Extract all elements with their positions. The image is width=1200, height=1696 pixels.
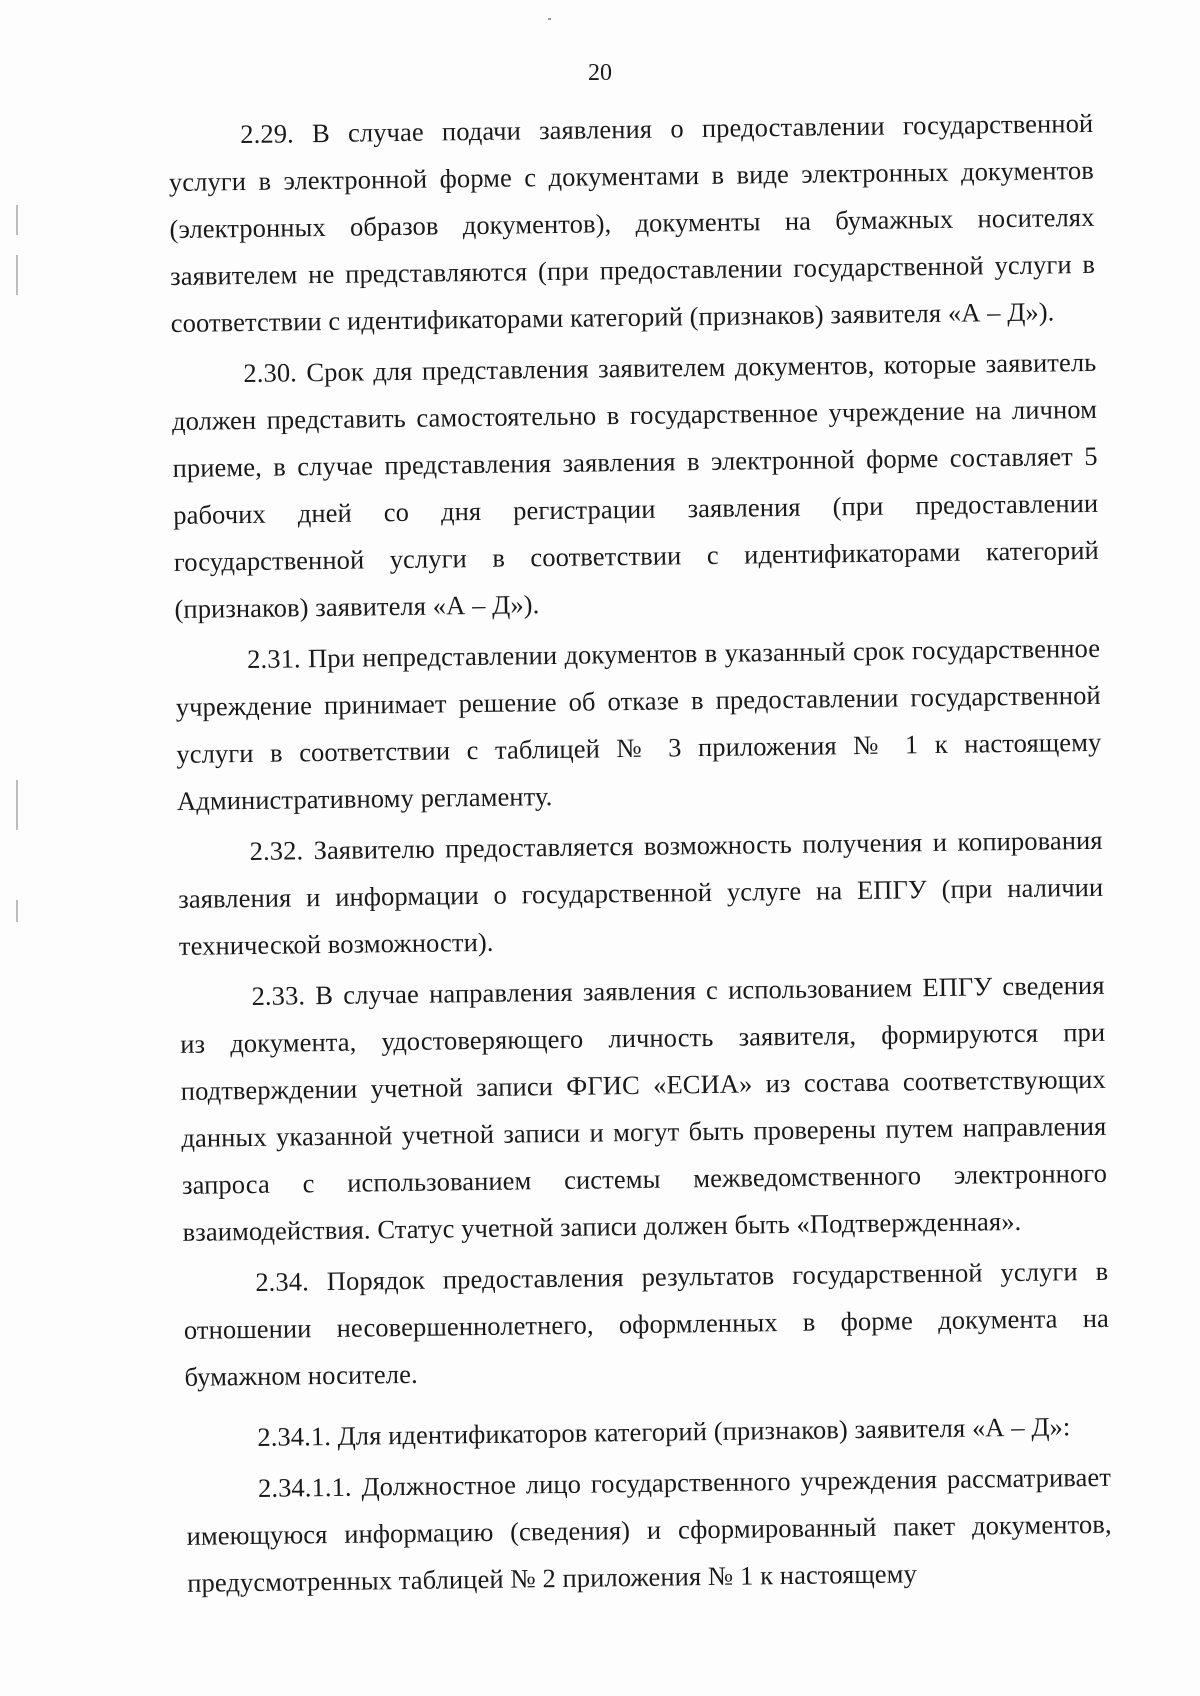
scan-edge-mark xyxy=(16,205,18,235)
document-body xyxy=(168,100,1113,1611)
paragraph-2-33: 2.33. В случае направления заявления с использованием ЕПГУ сведения из документа, удостоверяющего личность заявителя, формируются при подтверждении учетной записи ФГИС «ЕСИА» из состава соответствующих данных указанной учетной записи и могут быть проверены путем направления запроса с использованием системы межведомственного электронного взаимодействия. Статус учетной записи должен быть «Подтвержденная». xyxy=(180,969,1108,1247)
paragraph-2-34-1-1: 2.34.1.1. Должностное лицо государственного учреждения рассматривает имеющуюся информацию (сведения) и сформированный пакет документов, предусмотренных таблицей № 2 приложения № 1 к настоящему xyxy=(186,1461,1112,1598)
paragraph-2-30: 2.30. Срок для представления заявителем документов, которые заявитель должен представить самостоятельно в государственное учреждение на личном приеме, в случае представления заявления в электронной форме составляет 5 рабочих дней со дня регистрации заявления (при предоставлении государственной услуги в соответствии с идентификаторами категорий (признаков) заявителя «А – Д»). xyxy=(171,346,1100,624)
scan-speck xyxy=(548,18,551,20)
paragraph-2-31: 2.31. При непредставлении документов в указанный срок государственное учреждение принимает решение об отказе в предоставлении государственной услуги в соответствии с таблицей № 3 приложения № 1 к настоящему Административному регламенту. xyxy=(175,632,1102,816)
page-number: 20 xyxy=(588,60,612,86)
scan-edge-mark xyxy=(16,900,18,922)
paragraph-2-34-1: 2.34.1. Для идентификаторов категорий (признаков) заявителя «А – Д»: xyxy=(257,1411,1071,1452)
scan-edge-mark xyxy=(16,780,18,830)
paragraph-2-34: 2.34. Порядок предоставления результатов государственной услуги в отношении несовершеннолетнего, оформленных в форме документа на бумажном носителе. xyxy=(183,1255,1110,1392)
paragraph-2-32: 2.32. Заявителю предоставляется возможность получения и копирования заявления и информации о государственной услуге на ЕПГУ (при наличии технической возможности). xyxy=(178,824,1104,961)
paragraph-2-29: 2.29. В случае подачи заявления о предоставлении государственной услуги в электронной форме с документами в виде электронных документов (электронных образов документов), документы на бумажных носителях заявителем не представляются (при предоставлении государственной услуги в соответствии с идентификаторами категорий (признаков) заявителя «А – Д»). xyxy=(168,107,1096,338)
scan-edge-mark xyxy=(16,255,18,295)
